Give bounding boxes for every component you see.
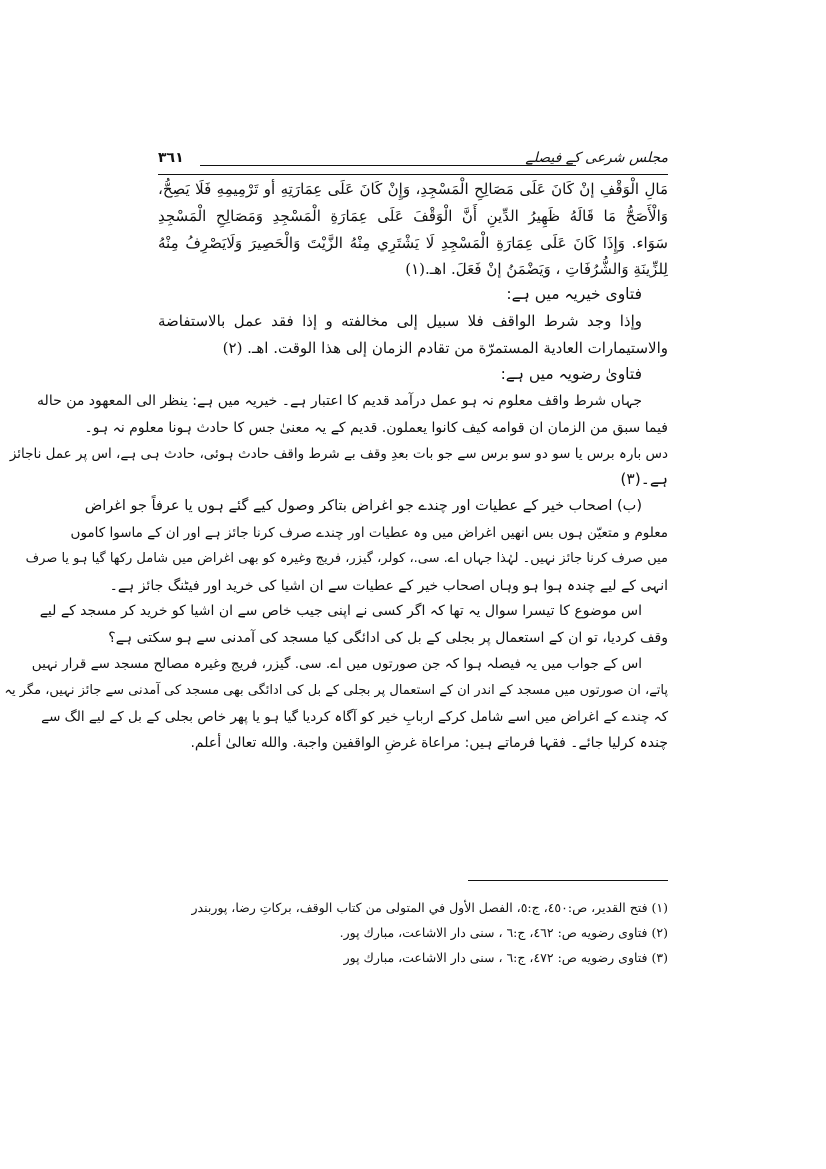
paragraph-line: فیما سبق من الزمان ان قوامه كيف كانوا يعملون. قدیم کے یہ معنیٰ جس کا حادث ہونا معلوم نہ ہو۔ <box>84 420 668 436</box>
paragraph-line: اس موضوع کا تیسرا سوال یہ تھا کہ اگر کسی نے اپنی جیب خاص سے ان اشیا کو خرید کر مسجد کے لیے <box>39 603 642 619</box>
arabic-quote-line: وَالْأَصَحُّ مَا قَالَهُ ظَهِيرُ الدِّينِ أَنَّ الْوَقْفَ عَلَى عِمَارَةِ الْمَسْجِدِ وَمَصَالِحِ الْمَسْجِدِ <box>158 207 668 225</box>
arabic-quote-line: وإذا وجد شرط الواقف فلا سبيل إلى مخالفته و إذا فقد عمل بالاستفاضة <box>158 312 642 330</box>
running-header <box>158 148 668 175</box>
arabic-quote-line: لِلزِّينَةِ وَالشُّرُفَاتِ ، وَيَضْمَنُ إنْ فَعَلَ. اهـ.(۱) <box>405 260 668 278</box>
source-heading: فتاوی خیریہ میں ہے: <box>506 285 642 303</box>
paragraph-line: چندہ کرلیا جائے۔ فقہا فرماتے ہیں: مراعاة غرضِ الواقفين واجبة. والله تعالىٰ أعلم. <box>190 735 668 751</box>
header-rule <box>200 165 576 166</box>
paragraph-line: ہے۔(۳) <box>620 470 668 488</box>
arabic-quote-line: مَالِ الْوَقْفِ إنْ كَانَ عَلَى مَصَالِحِ الْمَسْجِدِ، وَإِنْ كَانَ عَلَى عِمَارَتِهِ أو تَرْمِيمِهِ فَلَا يَصِحُّ، <box>158 180 668 198</box>
paragraph-line: دس بارہ برس یا سو دو سو برس سے جو بات بعدِ وقف بے شرط واقف حادث ہوئی، حادث ہی ہے، اس پر عمل ناجائز <box>9 446 668 462</box>
footnote-2: (۲) فتاوى رضويه ص: ٤٦٢، ج:٦ ، سنى دار الاشاعت، مبارك پور. <box>339 925 668 940</box>
arabic-quote-line: سَوَاء. وَإِذَا كَانَ عَلَى عِمَارَةِ الْمَسْجِدِ لَا يَشْتَرِي مِنْهُ الزَّيْتَ وَالْحَصِيرَ وَلَايَصْرِفُ مِنْهُ <box>158 234 668 252</box>
paragraph-line: معلوم و متعیّن ہوں بس انھیں اغراض میں وہ عطیات اور چندے صرف کرنا جائز ہے اور ان کے ماسوا کاموں <box>70 525 668 541</box>
footnote-3: (۳) فتاوى رضويه ص: ٤٧٢، ج:٦ ، سنى دار الاشاعت، مبارك پور <box>343 950 668 965</box>
paragraph-line: اس کے جواب میں یہ فیصلہ ہوا کہ جن صورتوں میں اے. سی. گیزر، فریج وغیرہ مصالح مسجد سے قرار نہیں <box>31 656 642 672</box>
source-heading: فتاویٰ رضویہ میں ہے: <box>500 365 642 383</box>
paragraph-line: پاتے، ان صورتوں میں مسجد کے اندر ان کے استعمال پر بجلی کے بل کی ادائگی بھی مسجد کی آمدنی سے جائز نہیں، مگر یہ <box>4 683 668 698</box>
paragraph-line: جہاں شرط واقف معلوم نہ ہو عمل درآمد قدیم کا اعتبار ہے۔ خیریہ میں ہے: ينظر الى المعهود من حاله <box>37 393 642 409</box>
paragraph-line: وقف کردیا، تو ان کے استعمال پر بجلی کے بل کی ادائگی کیا مسجد کی آمدنی سے ہو سکتی ہے؟ <box>108 630 668 646</box>
page-number: ۳٦۱ <box>158 150 184 166</box>
paragraph-line: انہی کے لیے چندہ ہوا ہو وہاں اصحاب خیر کے عطیات سے ان اشیا کی خرید اور فیٹنگ جائز ہے۔ <box>109 578 668 594</box>
book-title: مجلس شرعی کے فیصلے <box>525 150 668 166</box>
footnote-1: (۱) فتح القدير، ص:٤٥٠، ج:٥، الفصل الأول في المتولى من كتاب الوقف، بركاتِ رضا، پوربندر <box>191 900 668 915</box>
arabic-quote-line: والاستيمارات العادية المستمرّة من تقادم الزمان إلى هذا الوقت. اهـ. (۲) <box>222 339 668 357</box>
paragraph-line: میں صرف کرنا جائز نہیں۔ لہٰذا جہاں اے. سی.، کولر، گیزر، فریج وغیرہ کو بھی اغراض میں شامل رکھا گیا ہو یا صرف <box>25 551 668 566</box>
footnote-rule <box>468 880 668 881</box>
section-b-line: (ب) اصحاب خیر کے عطیات اور چندے جو اغراض بتاکر وصول کیے گئے ہوں یا عرفاً جو اغراض <box>84 498 642 514</box>
paragraph-line: کہ چندے کے اغراض میں اسے شامل کرکے اربابِ خیر کو آگاہ کردیا گیا ہو یا پھر خاص بجلی کے بل کے لیے الگ سے <box>41 709 668 725</box>
